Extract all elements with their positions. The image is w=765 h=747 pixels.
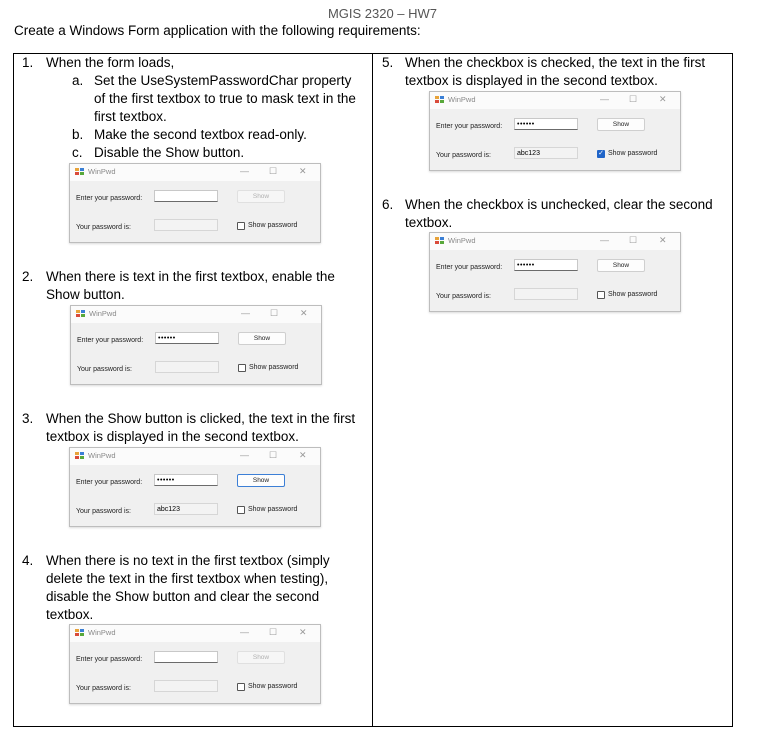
result-label: Your password is: — [76, 224, 131, 231]
item-1-text: When the form loads, — [46, 55, 175, 70]
show-button[interactable]: Show — [597, 118, 645, 131]
winform-checkbox-unchecked — [429, 232, 681, 312]
document-title: MGIS 2320 – HW7 — [327, 6, 438, 21]
result-label: Your password is: — [436, 152, 491, 159]
maximize-icon[interactable]: ☐ — [629, 235, 638, 245]
item-1a-text: Set the UseSystemPasswordChar property of the first textbox to true to mask text in the first textbox. — [94, 73, 356, 124]
result-output — [154, 219, 218, 231]
window-title: WinPwd — [448, 95, 476, 104]
window-title: WinPwd — [448, 236, 476, 245]
item-2-text: When there is text in the first textbox, enable the Show button. — [46, 269, 335, 302]
close-icon[interactable]: ✕ — [659, 94, 667, 104]
close-icon[interactable]: ✕ — [299, 166, 307, 176]
maximize-icon[interactable]: ☐ — [270, 308, 279, 318]
minimize-icon[interactable]: — — [240, 627, 249, 637]
result-label: Your password is: — [76, 685, 131, 692]
minimize-icon[interactable]: — — [240, 166, 249, 176]
item-3-text: When the Show button is clicked, the text in the first textbox is displayed in the second textbox. — [46, 411, 356, 444]
result-output — [514, 288, 578, 300]
window-title: WinPwd — [88, 167, 116, 176]
show-password-checkbox[interactable]: ✓ — [598, 150, 604, 157]
item-6-text: When the checkbox is unchecked, clear the second textbox. — [405, 197, 713, 230]
result-output: abc123 — [154, 503, 218, 515]
password-label: Enter your password: — [77, 337, 144, 344]
show-password-label: Show password — [608, 291, 658, 298]
result-label: Your password is: — [77, 366, 132, 373]
item-3-number: 3. — [22, 411, 34, 426]
app-icon — [76, 310, 85, 318]
show-button[interactable]: Show — [237, 474, 285, 487]
show-password-label: Show password — [608, 150, 658, 157]
password-label: Enter your password: — [76, 479, 143, 486]
close-icon[interactable]: ✕ — [659, 235, 667, 245]
password-input[interactable] — [154, 651, 218, 663]
close-icon[interactable]: ✕ — [299, 627, 307, 637]
item-5-text: When the checkbox is checked, the text in the first textbox is displayed in the second textbox. — [405, 55, 706, 88]
show-password-checkbox[interactable] — [237, 222, 245, 230]
winform-initial — [69, 163, 321, 243]
item-4-text: When there is no text in the first textbox (simply delete the text in the first textbox when testing), disable the Show button and clear the second textbox. — [46, 553, 330, 622]
minimize-icon[interactable]: — — [600, 235, 609, 245]
show-password-checkbox[interactable] — [237, 506, 245, 514]
result-label: Your password is: — [76, 508, 131, 515]
minimize-icon[interactable]: — — [600, 94, 609, 104]
show-button[interactable]: Show — [597, 259, 645, 272]
show-password-checkbox[interactable] — [597, 291, 605, 299]
show-password-label: Show password — [248, 683, 298, 690]
app-icon — [75, 168, 84, 176]
maximize-icon[interactable]: ☐ — [629, 94, 638, 104]
result-label: Your password is: — [436, 293, 491, 300]
result-output — [155, 361, 219, 373]
close-icon[interactable]: ✕ — [300, 308, 308, 318]
password-label: Enter your password: — [76, 656, 143, 663]
item-1a-number: a. — [72, 73, 84, 88]
password-input[interactable] — [154, 190, 218, 202]
app-icon — [435, 96, 444, 104]
app-icon — [435, 237, 444, 245]
result-output — [154, 680, 218, 692]
winform-cleared — [69, 624, 321, 704]
show-button[interactable]: Show — [237, 651, 285, 664]
winform-show-clicked — [69, 447, 321, 527]
window-title: WinPwd — [88, 451, 116, 460]
item-1c-number: c. — [72, 145, 83, 160]
item-5-number: 5. — [382, 55, 394, 70]
result-output: abc123 — [514, 147, 578, 159]
password-input[interactable]: •••••• — [155, 332, 219, 344]
winform-text-entered — [70, 305, 322, 385]
item-2-number: 2. — [22, 269, 34, 284]
maximize-icon[interactable]: ☐ — [269, 627, 278, 637]
show-password-label: Show password — [248, 506, 298, 513]
password-input[interactable]: •••••• — [154, 474, 218, 486]
document-subtitle: Create a Windows Form application with the following requirements: — [14, 23, 421, 38]
maximize-icon[interactable]: ☐ — [269, 166, 278, 176]
item-6-number: 6. — [382, 197, 394, 212]
app-icon — [75, 629, 84, 637]
show-password-checkbox[interactable] — [237, 683, 245, 691]
show-button[interactable]: Show — [237, 190, 285, 203]
item-1c-text: Disable the Show button. — [94, 145, 245, 160]
show-password-checkbox[interactable] — [238, 364, 246, 372]
table-column-divider — [372, 53, 373, 727]
close-icon[interactable]: ✕ — [299, 450, 307, 460]
show-password-label: Show password — [249, 364, 299, 371]
minimize-icon[interactable]: — — [240, 450, 249, 460]
item-1b-text: Make the second textbox read-only. — [94, 127, 307, 142]
window-title: WinPwd — [88, 628, 116, 637]
item-1-number: 1. — [22, 55, 34, 70]
minimize-icon[interactable]: — — [241, 308, 250, 318]
item-1b-number: b. — [72, 127, 84, 142]
password-label: Enter your password: — [436, 264, 503, 271]
show-password-label: Show password — [248, 222, 298, 229]
window-title: WinPwd — [89, 309, 117, 318]
password-label: Enter your password: — [436, 123, 503, 130]
password-input[interactable]: •••••• — [514, 259, 578, 271]
maximize-icon[interactable]: ☐ — [269, 450, 278, 460]
show-button[interactable]: Show — [238, 332, 286, 345]
item-4-number: 4. — [22, 553, 34, 568]
app-icon — [75, 452, 84, 460]
winform-checkbox-checked — [429, 91, 681, 171]
password-input[interactable]: •••••• — [514, 118, 578, 130]
password-label: Enter your password: — [76, 195, 143, 202]
